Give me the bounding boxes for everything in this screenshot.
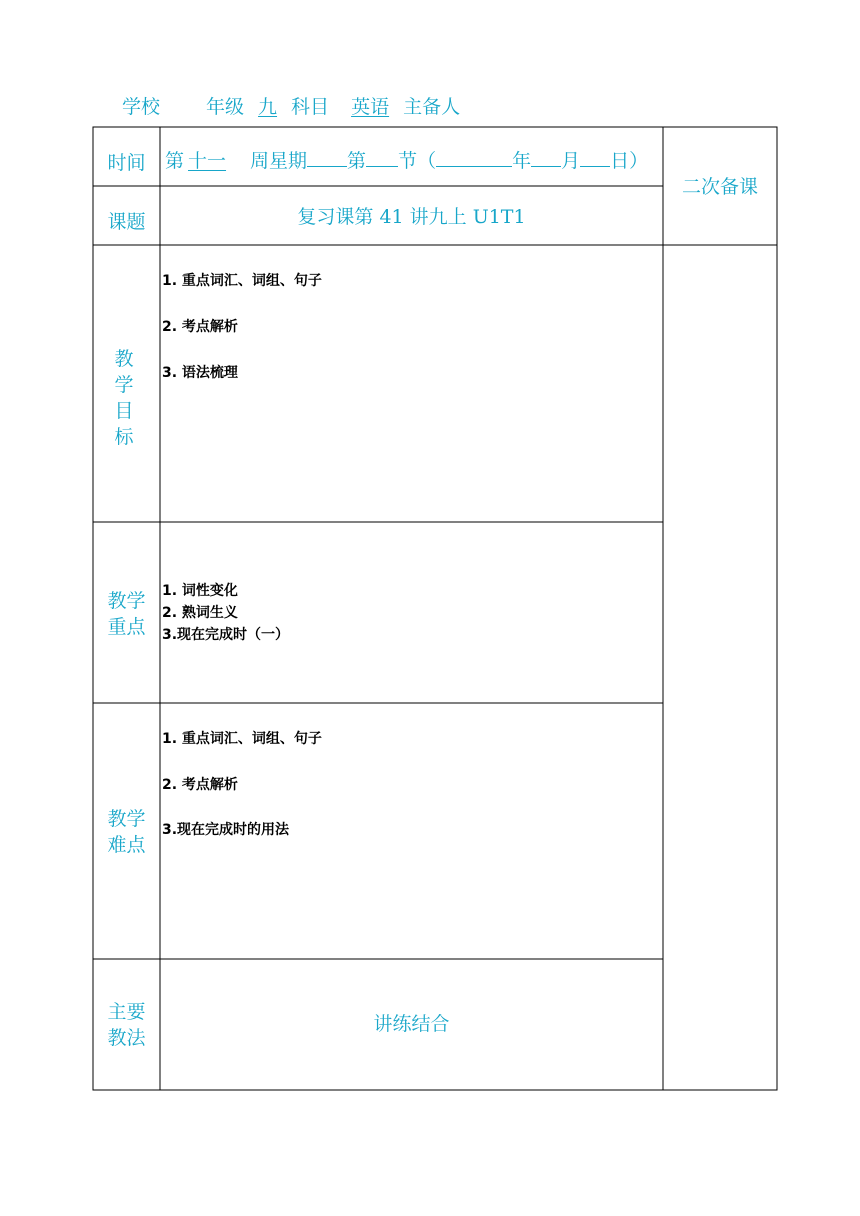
- topic-value: 复习课第 41 讲九上 U1T1: [297, 206, 526, 228]
- list-item: 2. 考点解析: [162, 777, 238, 793]
- difficulties-label-line: 教学: [107, 808, 146, 830]
- goals-list: [162, 272, 322, 382]
- school-label: 学校: [122, 96, 161, 118]
- month-blank: [531, 148, 561, 167]
- list-item: 1. 重点词汇、词组、句子: [162, 273, 322, 289]
- list-item: 3. 语法梳理: [162, 365, 238, 381]
- key-points-label: [93, 588, 160, 640]
- goals-label-char: 标: [114, 426, 134, 448]
- goals-label: [93, 346, 155, 450]
- time-part-day: 日）: [610, 150, 649, 172]
- methods-label-line: 教法: [107, 1027, 146, 1049]
- time-part-di2: 第: [347, 150, 367, 172]
- topic-label: 课题: [107, 211, 146, 233]
- time-value: [165, 146, 648, 173]
- methods-label: [93, 999, 160, 1051]
- header-line: [122, 92, 500, 119]
- list-item: 2. 考点解析: [162, 319, 238, 335]
- list-item: 2. 熟词生义: [162, 605, 238, 621]
- subject-value: 英语: [351, 96, 390, 118]
- time-label: 时间: [107, 152, 146, 174]
- methods-label-line: 主要: [107, 1001, 146, 1023]
- period-blank: [366, 148, 398, 167]
- year-blank: [436, 148, 512, 167]
- week-value: 十一: [188, 150, 227, 172]
- time-part-di: 第: [165, 150, 185, 172]
- list-item: 1. 词性变化: [162, 583, 238, 599]
- goals-label-char: 学: [114, 374, 134, 396]
- goals-label-char: 目: [114, 400, 134, 422]
- time-part-period: 节（: [398, 150, 437, 172]
- time-part-week: 周星期: [250, 150, 308, 172]
- key-points-list: [162, 580, 289, 646]
- grade-value: 九: [258, 96, 278, 118]
- grade-label: 年级: [206, 96, 245, 118]
- subject-label: 科目: [291, 96, 330, 118]
- methods-value: 讲练结合: [373, 1013, 450, 1035]
- list-item: 3.现在完成时（一）: [162, 627, 290, 643]
- weekday-blank: [307, 148, 347, 167]
- key-points-label-line: 教学: [107, 590, 146, 612]
- difficulties-label: [93, 806, 160, 858]
- goals-label-char: 教: [114, 348, 134, 370]
- difficulties-list: [162, 730, 322, 839]
- time-part-month: 月: [561, 150, 581, 172]
- key-points-label-line: 重点: [107, 616, 146, 638]
- time-part-year: 年: [512, 150, 532, 172]
- list-item: 1. 重点词汇、词组、句子: [162, 731, 322, 747]
- day-blank: [580, 148, 610, 167]
- secondary-prep-label: 二次备课: [681, 176, 758, 198]
- list-item: 3.现在完成时的用法: [162, 822, 290, 838]
- preparer-label: 主备人: [403, 96, 461, 118]
- difficulties-label-line: 难点: [107, 834, 146, 856]
